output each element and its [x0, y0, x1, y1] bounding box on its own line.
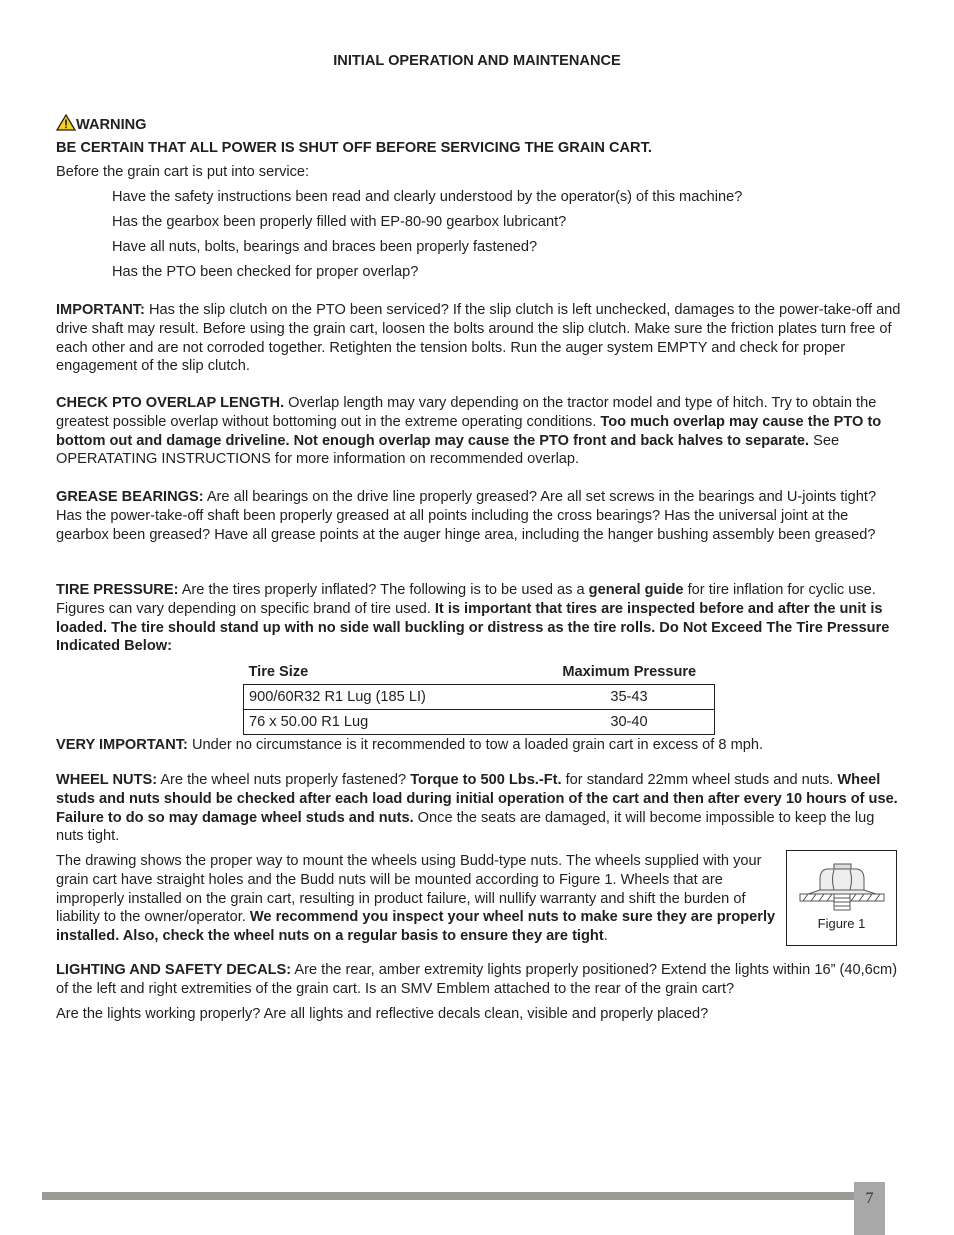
paragraph-grease: [56, 488, 902, 544]
text-run: Too much overlap may cause the PTO to bottom out and damage driveline. Not enough overlap may cause the PTO front and back halves to separate.: [56, 413, 882, 449]
text-run: Has the slip clutch on the PTO been serviced? If the slip clutch is left unchecked, damages to the power-take-off and drive shaft may result. Before using the grain cart, loosen the bolts around the slip clutch. Make sure the friction plates turn free of each other and are not corroded together. Retighten the tension bolts. Run the auger system EMPTY and check for proper engagement of the slip clutch.: [56, 302, 901, 375]
paragraph-check-1: [112, 188, 892, 207]
text-run: Are the rear, amber extremity lights properly positioned? Extend the lights within 16” (40,6cm) of the left and right extremities of the grain cart. Is an SMV Emblem attached to the rear of the grain cart?: [56, 962, 898, 997]
warning-label: WARNING: [76, 117, 147, 133]
text-run: Torque to 500 Lbs.-Ft.: [410, 772, 562, 788]
text-run: Have the safety instructions been read and clearly understood by the operator(s) of this machine?: [112, 189, 743, 205]
text-run: .: [603, 928, 608, 945]
text-run: general guide: [588, 582, 684, 598]
paragraph-lighting: [56, 961, 902, 999]
text-run: BE CERTAIN THAT ALL POWER IS SHUT OFF BEFORE SERVICING THE GRAIN CART.: [56, 140, 652, 156]
paragraph-very-important: [56, 736, 902, 755]
text-run: WHEEL NUTS:: [56, 772, 158, 788]
text-run: CHECK PTO OVERLAP LENGTH.: [56, 395, 285, 411]
text-run: Wheel studs and nuts should be checked after each load during initial operation of the cart and then after every 10 hours of use. Failure to do so may damage wheel studs and nuts.: [56, 772, 898, 826]
table-row: [244, 710, 715, 735]
paragraph-drawing: [56, 852, 782, 946]
text-run: GREASE BEARINGS:: [56, 489, 204, 505]
text-run: Are the tires properly inflated? The following is to be used as a: [178, 582, 589, 598]
text-run: Overlap length may vary depending on the tractor model and type of hitch. Try to obtain the greatest possible overlap without bottoming out in the extreme operating conditions.: [56, 395, 877, 430]
table-cell: 30-40: [544, 710, 715, 735]
text-run: Has the gearbox been properly filled with EP-80-90 gearbox lubricant?: [112, 214, 567, 230]
text-run: Has the PTO been checked for proper overlap?: [112, 264, 419, 280]
table-row: [244, 685, 715, 710]
paragraph-check-2: [112, 213, 892, 232]
text-run: for standard 22mm wheel studs and nuts.: [561, 772, 838, 788]
text-run: Under no circumstance is it recommended to tow a loaded grain cart in excess of 8 mph.: [187, 737, 764, 753]
text-run: TIRE PRESSURE:: [56, 582, 179, 598]
figure-1: [786, 850, 897, 946]
paragraph-check-4: [112, 263, 892, 282]
text-run: LIGHTING AND SAFETY DECALS:: [56, 962, 292, 978]
table-header: Maximum Pressure: [562, 663, 697, 680]
table-cell: 35-43: [544, 685, 715, 710]
paragraph-wheel-nuts: [56, 771, 902, 846]
text-run: Are all bearings on the drive line properly greased? Are all set screws in the bearings and U-joints tight? Has the power-take-off shaft been properly greased at all points including the cross bearings? Has the universal joint at the gearbox been greased? Have all grease points at the auger hinge area, including the hanger bushing assembly been greased?: [56, 489, 877, 543]
paragraph-important: [56, 301, 902, 376]
tire-pressure-table: [243, 660, 715, 735]
paragraph-check-pto: [56, 394, 902, 469]
warning-triangle-icon: [56, 114, 76, 131]
text-run: Once the seats are damaged, it will become impossible to keep the lug nuts tight.: [56, 809, 875, 845]
page-number: 7: [854, 1182, 885, 1235]
text-run: Have all nuts, bolts, bearings and braces been properly fastened?: [112, 239, 538, 255]
paragraph-lights-working: [56, 1005, 902, 1024]
table-header: Tire Size: [248, 663, 309, 680]
text-run: Are the lights working properly? Are all lights and reflective decals clean, visible and properly placed?: [56, 1006, 709, 1022]
text-run: for tire inflation for cyclic use. Figures can vary depending on specific brand of tire used.: [56, 582, 876, 617]
footer-bar: [42, 1192, 854, 1200]
paragraph-be-certain: [56, 139, 902, 158]
text-run: IMPORTANT:: [56, 302, 145, 318]
paragraph-check-3: [112, 238, 892, 257]
text-run: VERY IMPORTANT:: [56, 737, 188, 753]
warning-heading: [56, 114, 902, 135]
table-cell: 900/60R32 R1 Lug (185 LI): [244, 685, 545, 710]
text-run: It is important that tires are inspected before and after the unit is loaded. The tire should stand up with no side wall buckling or distress as the tire rolls. Do Not Exceed The Tire Pressure Indicated Below:: [56, 600, 890, 655]
figure-caption: Figure 1: [817, 916, 866, 931]
text-run: We recommend you inspect your wheel nuts to make sure they are properly installed. Also, check the wheel nuts on a regular basis to ensure they are tight: [56, 909, 776, 945]
text-run: Are the wheel nuts properly fastened?: [157, 772, 411, 788]
text-run: See OPERATATING INSTRUCTIONS for more information on recommended overlap.: [56, 432, 840, 468]
budd-nut-diagram-icon: [787, 851, 896, 913]
text-run: The drawing shows the proper way to mount the wheels using Budd-type nuts. The wheels supplied with your grain cart have straight holes and the Budd nuts will be mounted according to Figure 1. Wheels that are improperly installed on the grain cart, resulting in product failure, will nullify warranty and shift the burden of liability to the owner/operator.: [56, 853, 762, 926]
table-cell: 76 x 50.00 R1 Lug: [244, 710, 545, 735]
paragraph-before-service: [56, 163, 902, 182]
section-title: INITIAL OPERATION AND MAINTENANCE: [333, 53, 621, 69]
paragraph-tire-pressure: [56, 581, 902, 656]
text-run: Before the grain cart is put into service:: [56, 164, 310, 180]
